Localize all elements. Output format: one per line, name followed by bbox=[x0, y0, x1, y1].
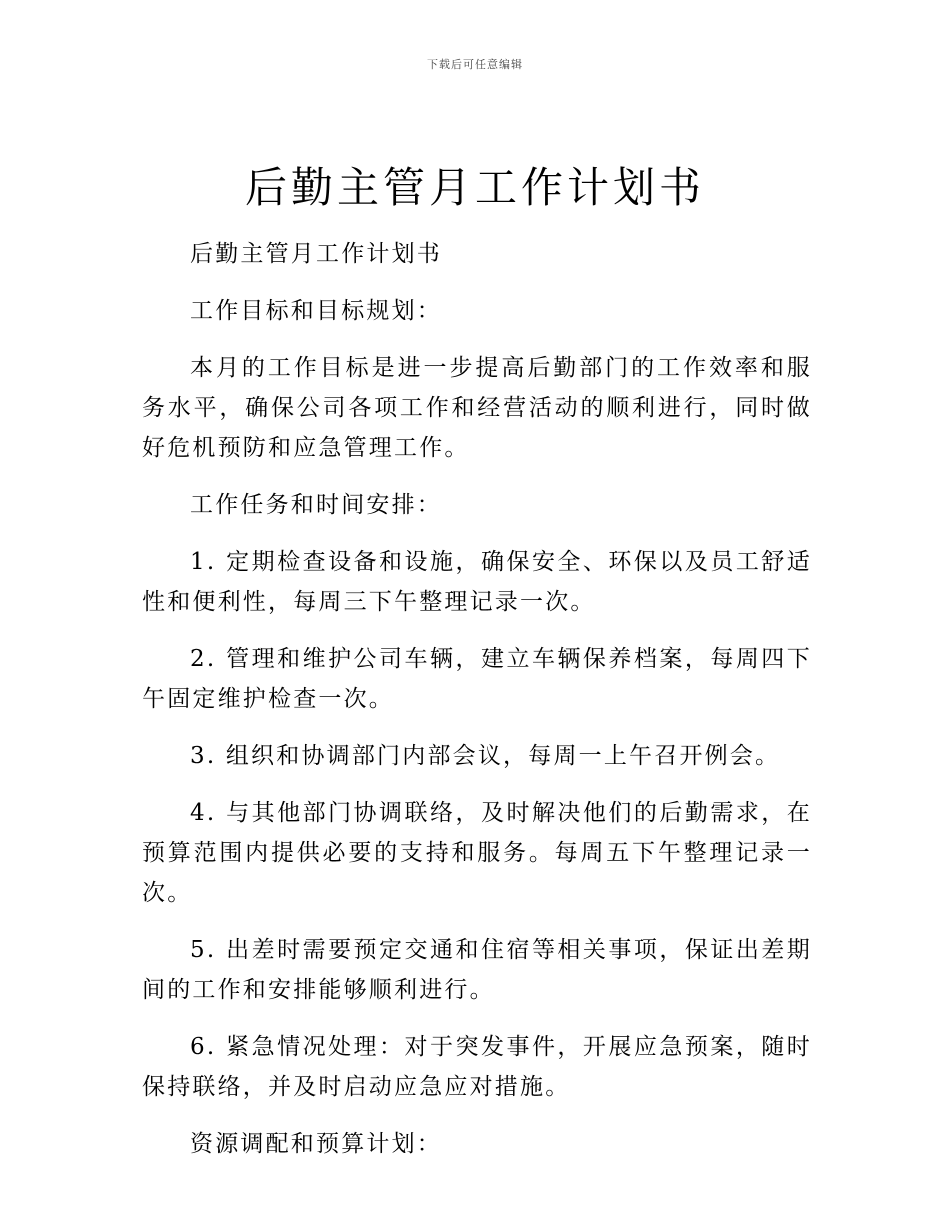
paragraph-budget-heading: 资源调配和预算计划： bbox=[190, 1131, 442, 1157]
paragraph-task-5: 5. 出差时需要预定交通和住宿等相关事项，保证出差期间的工作和安排能够顺利进行。 bbox=[142, 937, 812, 1003]
paragraph-goals-heading: 工作目标和目标规划： bbox=[190, 298, 442, 324]
document-title: 后勤主管月工作计划书 bbox=[244, 163, 705, 212]
paragraph-task-1: 1. 定期检查设备和设施，确保安全、环保以及员工舒适性和便利性，每周三下午整理记录一次。 bbox=[142, 549, 812, 615]
paragraph-task-2: 2. 管理和维护公司车辆，建立车辆保养档案，每周四下午固定维护检查一次。 bbox=[142, 646, 812, 712]
paragraph-tasks-heading: 工作任务和时间安排： bbox=[190, 492, 442, 518]
paragraph-task-4: 4. 与其他部门协调联络，及时解决他们的后勤需求，在预算范围内提供必要的支持和服务。每周五下午整理记录一次。 bbox=[142, 800, 812, 906]
document-body bbox=[142, 234, 812, 1181]
paragraph-goals: 本月的工作目标是进一步提高后勤部门的工作效率和服务水平，确保公司各项工作和经营活动的顺利进行，同时做好危机预防和应急管理工作。 bbox=[142, 355, 812, 461]
paragraph-subtitle: 后勤主管月工作计划书 bbox=[190, 241, 442, 267]
paragraph-task-6: 6. 紧急情况处理：对于突发事件，开展应急预案，随时保持联络，并及时启动应急应对措施。 bbox=[142, 1034, 812, 1100]
header-note: 下载后可任意编辑 bbox=[427, 58, 523, 71]
paragraph-task-3: 3. 组织和协调部门内部会议，每周一上午召开例会。 bbox=[190, 743, 781, 769]
